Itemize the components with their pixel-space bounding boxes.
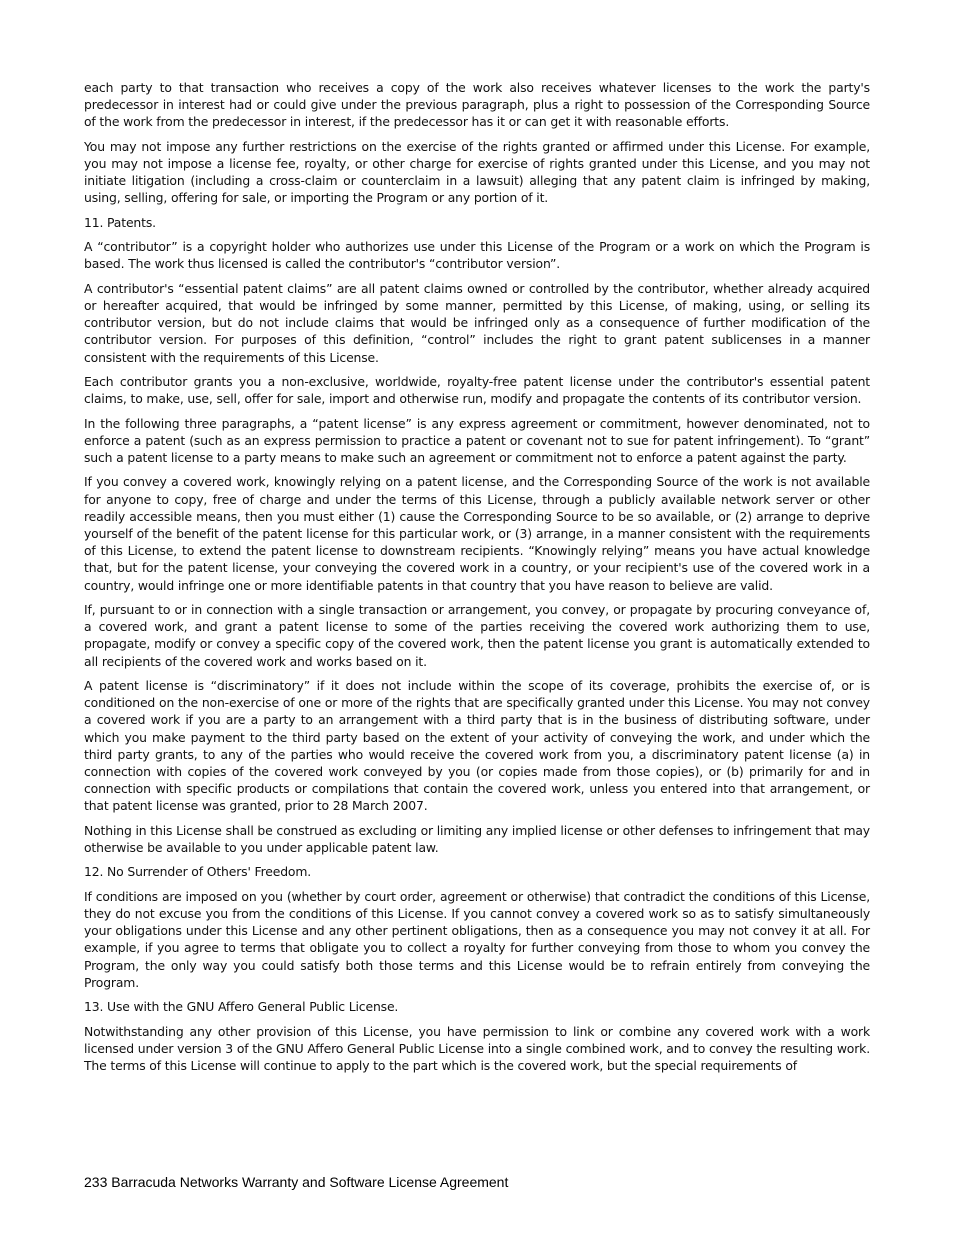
paragraph-no-further-restrictions: You may not impose any further restrictions on the exercise of the rights granted or affirmed under this License. For example, you may not impose a license fee, royalty, or other charge for exercise of rights granted under this License, and you may not initiate litigation (including a cross-claim or counterclaim in a lawsuit) alleging that any patent claim is infringed by making, using, selling, offering for sale, or importing the Program or any portion of it. xyxy=(84,138,870,206)
section-heading-affero: 13. Use with the GNU Affero General Public License. xyxy=(84,999,399,1015)
page-footer: 233 Barracuda Networks Warranty and Software License Agreement xyxy=(84,1174,509,1190)
paragraph-discriminatory-license: A patent license is “discriminatory” if it does not include within the scope of its coverage, prohibits the exercise of, or is conditioned on the non-exercise of one or more of the rights that are specifically granted under this License. You may not convey a covered work if you are a party to an arrangement with a third party that is in the business of distributing software, under which you make payment to the third party based on the extent of your activity of conveying the work, and under which the third party grants, to any of the parties who would receive the covered work from you, a discriminatory patent license (a) in connection with copies of the covered work conveyed by you (or copies made from those copies), or (b) primarily for and in connection with specific products or compilations that contain the covered work, unless you entered into that arrangement, or that patent license was granted, prior to 28 March 2007. xyxy=(84,677,870,814)
paragraph-patent-license-grant: Each contributor grants you a non-exclusive, worldwide, royalty-free patent license under the contributor's essential patent claims, to make, use, sell, offer for sale, import and otherwise run, modify and propagate the contents of its contributor version. xyxy=(84,373,870,407)
paragraph-implied-license: Nothing in this License shall be construed as excluding or limiting any implied license or other defenses to infringement that may otherwise be available to you under applicable patent law. xyxy=(84,822,870,855)
paragraph-affero-permission: Notwithstanding any other provision of this License, you have permission to link or combine any covered work with a work licensed under version 3 of the GNU Affero General Public License into a single combined work, and to convey the resulting work. The terms of this License will continue to apply to the part which is the covered work, but the special requirements of xyxy=(84,1023,870,1073)
section-heading-patents: 11. Patents. xyxy=(84,214,156,230)
paragraph-knowingly-relying: If you convey a covered work, knowingly relying on a patent license, and the Corresponding Source of the work is not available for anyone to copy, free of charge and under the terms of this License, through a publicly available network server or other readily accessible means, then you must either (1) cause the Corresponding Source to be so available, or (2) arrange to deprive yourself of the benefit of the patent license for this particular work, or (3) arrange, in a manner consistent with the requirements of this License, to extend the patent license to downstream recipients. “Knowingly relying” means you have actual knowledge that, but for the patent license, your conveying the covered work in a country, or your recipient's use of the covered work in a country, would infringe one or more identifiable patents in that country that you have reason to believe are valid. xyxy=(84,474,870,593)
section-heading-no-surrender: 12. No Surrender of Others' Freedom. xyxy=(84,864,312,880)
paragraph-contributor-definition: A “contributor” is a copyright holder who authorizes use under this License of the Program or a work on which the Program is based. The work thus licensed is called the contributor's “contributor version”. xyxy=(84,239,870,272)
paragraph-patent-license-definition: In the following three paragraphs, a “patent license” is any express agreement or commitment, however denominated, not to enforce a patent (such as an express permission to practice a patent or covenant not to sue for patent infringement). To “grant” such a patent license to a party means to make such an agreement or commitment not to enforce a patent against the party. xyxy=(84,415,870,465)
paragraph-conditions-imposed: If conditions are imposed on you (whether by court order, agreement or otherwise) that contradict the conditions of this License, they do not excuse you from the conditions of this License. If you cannot convey a covered work so as to satisfy simultaneously your obligations under this License and any other pertinent obligations, then as a consequence you may not convey it at all. For example, if you agree to terms that obligate you to collect a royalty for further conveying from those to whom you convey the Program, the only way you could satisfy both those terms and this License would be to refrain entirely from conveying the Program. xyxy=(84,888,870,990)
document-body xyxy=(84,79,870,1081)
paragraph-essential-patent-claims: A contributor's “essential patent claims” are all patent claims owned or controlled by the contributor, whether already acquired or hereafter acquired, that would be infringed by some manner, permitted by this License, of making, using, or selling its contributor version, but do not include claims that would be infringed only as a consequence of further modification of the contributor version. For purposes of this definition, “control” includes the right to grant patent sublicenses in a manner consistent with the requirements of this License. xyxy=(84,280,870,365)
paragraph-automatic-extension: If, pursuant to or in connection with a single transaction or arrangement, you convey, or propagate by procuring conveyance of, a covered work, and grant a patent license to some of the parties receiving the covered work authorizing them to use, propagate, modify or convey a specific copy of the covered work, then the patent license you grant is automatically extended to all recipients of the covered work and works based on it. xyxy=(84,601,870,669)
paragraph-predecessor-interest: each party to that transaction who receives a copy of the work also receives whatever licenses to the work the party's predecessor in interest had or could give under the previous paragraph, plus a right to possession of the Corresponding Source of the work from the predecessor in interest, if the predecessor has it or can get it with reasonable efforts. xyxy=(84,80,870,130)
